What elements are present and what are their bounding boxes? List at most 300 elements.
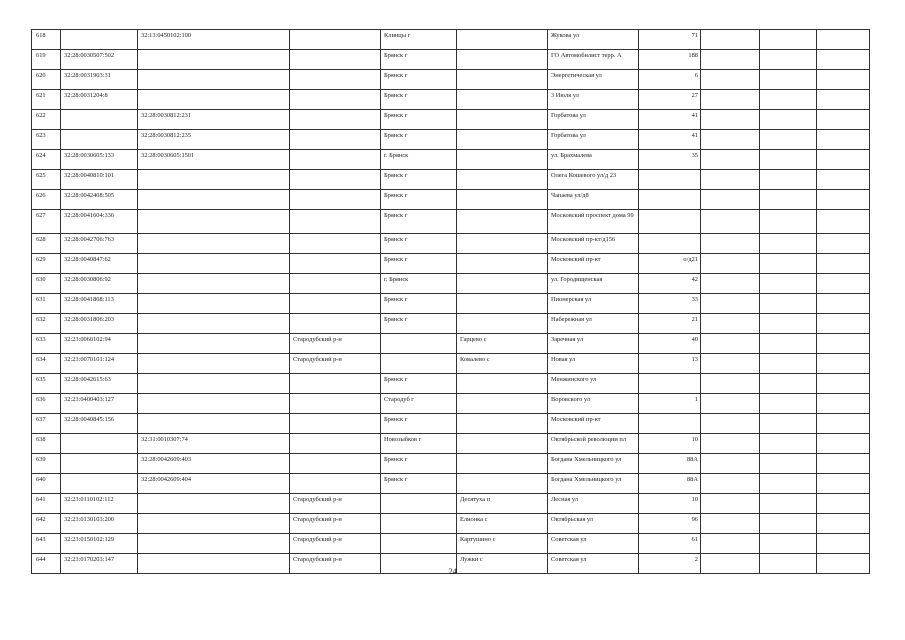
settlement-cell xyxy=(457,314,548,334)
empty-cell xyxy=(817,334,870,354)
district-cell xyxy=(290,210,381,234)
district-cell xyxy=(290,50,381,70)
empty-cell xyxy=(760,414,817,434)
table-row xyxy=(32,150,870,170)
row-number-cell: 623 xyxy=(32,130,61,150)
table-row xyxy=(32,454,870,474)
street-cell: Октябрьская ул xyxy=(548,514,639,534)
house-number-cell: 88А xyxy=(639,454,701,474)
table-row xyxy=(32,514,870,534)
row-number-cell: 638 xyxy=(32,434,61,454)
house-number-cell xyxy=(639,170,701,190)
empty-cell xyxy=(817,50,870,70)
house-number-cell: 13 xyxy=(639,354,701,374)
settlement-cell xyxy=(457,374,548,394)
street-cell: Московский пр-кт xyxy=(548,254,639,274)
empty-cell xyxy=(760,494,817,514)
row-number-cell: 630 xyxy=(32,274,61,294)
cadastral-number-alt-cell xyxy=(138,414,290,434)
settlement-cell xyxy=(457,454,548,474)
table-row xyxy=(32,234,870,254)
cadastral-number-alt-cell: 32:28:0030605:1501 xyxy=(138,150,290,170)
street-cell: Московский пр-кт/д156 xyxy=(548,234,639,254)
empty-cell xyxy=(760,70,817,90)
empty-cell xyxy=(760,150,817,170)
city-cell: Брянск г xyxy=(381,474,457,494)
street-cell: Богдана Хмельницкого ул xyxy=(548,474,639,494)
table-row xyxy=(32,414,870,434)
house-number-cell: о/д21 xyxy=(639,254,701,274)
street-cell: 3 Июля ул xyxy=(548,90,639,110)
settlement-cell xyxy=(457,210,548,234)
empty-cell xyxy=(760,130,817,150)
street-cell: Московский проспект дома 99 xyxy=(548,210,639,234)
city-cell: Брянск г xyxy=(381,110,457,130)
district-cell xyxy=(290,70,381,90)
settlement-cell xyxy=(457,90,548,110)
city-cell: Клинцы г xyxy=(381,30,457,50)
cadastral-number-alt-cell: 32:13:0450102:100 xyxy=(138,30,290,50)
empty-cell xyxy=(701,514,760,534)
empty-cell xyxy=(760,514,817,534)
house-number-cell: 6 xyxy=(639,70,701,90)
district-cell xyxy=(290,394,381,414)
city-cell xyxy=(381,514,457,534)
street-cell: Горбатова ул xyxy=(548,130,639,150)
cadastral-number-cell: 32:28:0041604:336 xyxy=(61,210,138,234)
empty-cell xyxy=(701,494,760,514)
house-number-cell xyxy=(639,234,701,254)
cadastral-number-cell: 32:28:0040845:156 xyxy=(61,414,138,434)
city-cell: г. Брянск xyxy=(381,274,457,294)
cadastral-number-cell: 32:23:0060102:94 xyxy=(61,334,138,354)
cadastral-number-cell: 32:23:0070101:124 xyxy=(61,354,138,374)
empty-cell xyxy=(701,454,760,474)
district-cell xyxy=(290,234,381,254)
district-cell: Стародубский р-н xyxy=(290,334,381,354)
cadastral-number-cell xyxy=(61,474,138,494)
house-number-cell: 42 xyxy=(639,274,701,294)
cadastral-number-cell xyxy=(61,434,138,454)
row-number-cell: 640 xyxy=(32,474,61,494)
empty-cell xyxy=(701,254,760,274)
cadastral-number-alt-cell xyxy=(138,354,290,374)
empty-cell xyxy=(760,294,817,314)
cadastral-number-alt-cell: 32:28:0042609:404 xyxy=(138,474,290,494)
empty-cell xyxy=(701,50,760,70)
settlement-cell xyxy=(457,474,548,494)
property-registry-table xyxy=(31,29,870,574)
row-number-cell: 639 xyxy=(32,454,61,474)
empty-cell xyxy=(760,434,817,454)
city-cell: Брянск г xyxy=(381,190,457,210)
empty-cell xyxy=(817,210,870,234)
street-cell: Советская ул xyxy=(548,534,639,554)
table-row xyxy=(32,394,870,414)
row-number-cell: 643 xyxy=(32,534,61,554)
empty-cell xyxy=(701,534,760,554)
cadastral-number-alt-cell xyxy=(138,170,290,190)
empty-cell xyxy=(760,110,817,130)
empty-cell xyxy=(701,150,760,170)
city-cell: Брянск г xyxy=(381,454,457,474)
table-row xyxy=(32,170,870,190)
cadastral-number-alt-cell xyxy=(138,90,290,110)
cadastral-number-cell xyxy=(61,454,138,474)
cadastral-number-cell: 32:28:0031204:8 xyxy=(61,90,138,110)
settlement-cell xyxy=(457,414,548,434)
cadastral-number-cell: 32:28:0030507:502 xyxy=(61,50,138,70)
empty-cell xyxy=(760,254,817,274)
page-number: 24 xyxy=(448,567,457,576)
city-cell: Новозыбков г xyxy=(381,434,457,454)
settlement-cell xyxy=(457,50,548,70)
house-number-cell: 41 xyxy=(639,110,701,130)
empty-cell xyxy=(701,234,760,254)
empty-cell xyxy=(701,414,760,434)
table-row xyxy=(32,110,870,130)
street-cell: Новая ул xyxy=(548,354,639,374)
table-row xyxy=(32,50,870,70)
empty-cell xyxy=(760,210,817,234)
city-cell xyxy=(381,494,457,514)
district-cell xyxy=(290,294,381,314)
settlement-cell xyxy=(457,110,548,130)
empty-cell xyxy=(760,90,817,110)
city-cell: Брянск г xyxy=(381,234,457,254)
house-number-cell: 35 xyxy=(639,150,701,170)
empty-cell xyxy=(760,534,817,554)
street-cell: Чапаева ул/д8 xyxy=(548,190,639,210)
street-cell: Энергетическая ул xyxy=(548,70,639,90)
street-cell: Пионерская ул xyxy=(548,294,639,314)
row-number-cell: 624 xyxy=(32,150,61,170)
empty-cell xyxy=(817,394,870,414)
cadastral-number-alt-cell xyxy=(138,70,290,90)
row-number-cell: 622 xyxy=(32,110,61,130)
table-row xyxy=(32,274,870,294)
empty-cell xyxy=(817,514,870,534)
empty-cell xyxy=(817,294,870,314)
house-number-cell: 96 xyxy=(639,514,701,534)
empty-cell xyxy=(701,90,760,110)
row-number-cell: 633 xyxy=(32,334,61,354)
table-body xyxy=(32,30,870,574)
empty-cell xyxy=(701,374,760,394)
empty-cell xyxy=(817,494,870,514)
city-cell: Брянск г xyxy=(381,374,457,394)
empty-cell xyxy=(701,274,760,294)
cadastral-number-cell xyxy=(61,130,138,150)
district-cell: Стародубский р-н xyxy=(290,534,381,554)
empty-cell xyxy=(760,394,817,414)
house-number-cell: 21 xyxy=(639,314,701,334)
street-cell: Воровского ул xyxy=(548,394,639,414)
empty-cell xyxy=(817,110,870,130)
empty-cell xyxy=(817,414,870,434)
empty-cell xyxy=(817,274,870,294)
house-number-cell xyxy=(639,414,701,434)
settlement-cell xyxy=(457,234,548,254)
settlement-cell xyxy=(457,274,548,294)
district-cell xyxy=(290,274,381,294)
cadastral-number-alt-cell: 32:31:0010307:74 xyxy=(138,434,290,454)
empty-cell xyxy=(701,354,760,374)
settlement-cell xyxy=(457,394,548,414)
district-cell xyxy=(290,30,381,50)
street-cell: Олега Кошевого ул/д 23 xyxy=(548,170,639,190)
row-number-cell: 632 xyxy=(32,314,61,334)
city-cell: Стародуб г xyxy=(381,394,457,414)
settlement-cell: Десятуха п xyxy=(457,494,548,514)
city-cell xyxy=(381,354,457,374)
cadastral-number-cell: 32:28:0030806:92 xyxy=(61,274,138,294)
row-number-cell: 631 xyxy=(32,294,61,314)
row-number-cell: 629 xyxy=(32,254,61,274)
empty-cell xyxy=(817,234,870,254)
settlement-cell: Гарцево с xyxy=(457,334,548,354)
district-cell: Стародубский р-н xyxy=(290,514,381,534)
row-number-cell: 625 xyxy=(32,170,61,190)
settlement-cell xyxy=(457,150,548,170)
row-number-cell: 636 xyxy=(32,394,61,414)
row-number-cell: 642 xyxy=(32,514,61,534)
settlement-cell xyxy=(457,30,548,50)
cadastral-number-cell: 32:28:0041808:113 xyxy=(61,294,138,314)
cadastral-number-cell: 32:28:0042615:63 xyxy=(61,374,138,394)
table-row xyxy=(32,254,870,274)
cadastral-number-cell: 32:23:0170203:147 xyxy=(61,554,138,574)
empty-cell xyxy=(701,170,760,190)
row-number-cell: 634 xyxy=(32,354,61,374)
row-number-cell: 621 xyxy=(32,90,61,110)
cadastral-number-alt-cell xyxy=(138,334,290,354)
cadastral-number-alt-cell xyxy=(138,254,290,274)
city-cell: Брянск г xyxy=(381,314,457,334)
empty-cell xyxy=(817,374,870,394)
row-number-cell: 637 xyxy=(32,414,61,434)
cadastral-number-cell: 32:28:0042408:505 xyxy=(61,190,138,210)
table-row xyxy=(32,130,870,150)
empty-cell xyxy=(817,170,870,190)
row-number-cell: 626 xyxy=(32,190,61,210)
settlement-cell: Ковалево с xyxy=(457,354,548,374)
empty-cell xyxy=(701,294,760,314)
empty-cell xyxy=(701,474,760,494)
city-cell: г. Брянск xyxy=(381,150,457,170)
empty-cell xyxy=(817,314,870,334)
row-number-cell: 627 xyxy=(32,210,61,234)
house-number-cell xyxy=(639,210,701,234)
cadastral-number-alt-cell xyxy=(138,294,290,314)
empty-cell xyxy=(701,210,760,234)
empty-cell xyxy=(760,314,817,334)
cadastral-number-alt-cell xyxy=(138,394,290,414)
empty-cell xyxy=(701,314,760,334)
street-cell: Лесная ул xyxy=(548,494,639,514)
cadastral-number-cell: 32:23:0130103:200 xyxy=(61,514,138,534)
district-cell xyxy=(290,314,381,334)
cadastral-number-alt-cell xyxy=(138,314,290,334)
settlement-cell xyxy=(457,130,548,150)
cadastral-number-cell: 32:23:0150102:129 xyxy=(61,534,138,554)
empty-cell xyxy=(760,190,817,210)
table-row xyxy=(32,210,870,234)
cadastral-number-cell: 32:28:0031903:31 xyxy=(61,70,138,90)
empty-cell xyxy=(817,534,870,554)
street-cell: Заречная ул xyxy=(548,334,639,354)
house-number-cell: 40 xyxy=(639,334,701,354)
row-number-cell: 641 xyxy=(32,494,61,514)
settlement-cell: Елионка с xyxy=(457,514,548,534)
district-cell: Стародубский р-н xyxy=(290,494,381,514)
cadastral-number-alt-cell xyxy=(138,374,290,394)
table-row xyxy=(32,494,870,514)
house-number-cell: 10 xyxy=(639,494,701,514)
street-cell: Октябрьской революции пл xyxy=(548,434,639,454)
cadastral-number-cell xyxy=(61,110,138,130)
street-cell: Горбатова ул xyxy=(548,110,639,130)
house-number-cell: 33 xyxy=(639,294,701,314)
settlement-cell xyxy=(457,294,548,314)
district-cell xyxy=(290,434,381,454)
empty-cell xyxy=(760,334,817,354)
street-cell: ул. Городищенская xyxy=(548,274,639,294)
house-number-cell: 188 xyxy=(639,50,701,70)
cadastral-number-cell: 32:23:0400403:127 xyxy=(61,394,138,414)
house-number-cell xyxy=(639,374,701,394)
cadastral-number-cell xyxy=(61,30,138,50)
street-cell: Московский пр-кт xyxy=(548,414,639,434)
empty-cell xyxy=(701,30,760,50)
street-cell: Набережная ул xyxy=(548,314,639,334)
street-cell: Менжинского ул xyxy=(548,374,639,394)
city-cell: Брянск г xyxy=(381,254,457,274)
city-cell: Брянск г xyxy=(381,294,457,314)
table-row xyxy=(32,294,870,314)
house-number-cell xyxy=(639,190,701,210)
cadastral-number-cell: 32:23:0110102:112 xyxy=(61,494,138,514)
street-cell: ул. Брахмалева xyxy=(548,150,639,170)
empty-cell xyxy=(817,190,870,210)
table-row xyxy=(32,70,870,90)
settlement-cell: Картушино с xyxy=(457,534,548,554)
empty-cell xyxy=(760,30,817,50)
table-row xyxy=(32,474,870,494)
street-cell: Богдана Хмельницкого ул xyxy=(548,454,639,474)
settlement-cell xyxy=(457,70,548,90)
cadastral-number-alt-cell xyxy=(138,190,290,210)
settlement-cell xyxy=(457,170,548,190)
cadastral-number-cell: 32:28:0042706:763 xyxy=(61,234,138,254)
empty-cell xyxy=(701,334,760,354)
house-number-cell: 71 xyxy=(639,30,701,50)
city-cell: Брянск г xyxy=(381,414,457,434)
settlement-cell xyxy=(457,434,548,454)
district-cell xyxy=(290,110,381,130)
table-row xyxy=(32,334,870,354)
empty-cell xyxy=(760,374,817,394)
table-row xyxy=(32,374,870,394)
cadastral-number-alt-cell xyxy=(138,494,290,514)
row-number-cell: 628 xyxy=(32,234,61,254)
cadastral-number-cell: 32:28:0040847:62 xyxy=(61,254,138,274)
row-number-cell: 620 xyxy=(32,70,61,90)
district-cell xyxy=(290,414,381,434)
cadastral-number-alt-cell: 32:28:0030812:231 xyxy=(138,110,290,130)
cadastral-number-cell: 32:28:0040810:101 xyxy=(61,170,138,190)
cadastral-number-alt-cell: 32:28:0042609:403 xyxy=(138,454,290,474)
district-cell xyxy=(290,374,381,394)
empty-cell xyxy=(701,190,760,210)
cadastral-number-cell: 32:28:0031806:203 xyxy=(61,314,138,334)
empty-cell xyxy=(817,70,870,90)
empty-cell xyxy=(817,474,870,494)
table-row xyxy=(32,30,870,50)
empty-cell xyxy=(760,170,817,190)
cadastral-number-alt-cell xyxy=(138,274,290,294)
district-cell xyxy=(290,254,381,274)
settlement-cell xyxy=(457,190,548,210)
cadastral-number-alt-cell: 32:28:0030812:235 xyxy=(138,130,290,150)
row-number-cell: 635 xyxy=(32,374,61,394)
district-cell xyxy=(290,90,381,110)
empty-cell xyxy=(701,110,760,130)
settlement-cell xyxy=(457,254,548,274)
cadastral-number-alt-cell xyxy=(138,534,290,554)
house-number-cell: 10 xyxy=(639,434,701,454)
district-cell xyxy=(290,130,381,150)
street-cell: ГО Автомобилист терр. А xyxy=(548,50,639,70)
table-row xyxy=(32,354,870,374)
empty-cell xyxy=(817,150,870,170)
empty-cell xyxy=(817,434,870,454)
table-row xyxy=(32,314,870,334)
empty-cell xyxy=(701,70,760,90)
row-number-cell: 618 xyxy=(32,30,61,50)
city-cell: Брянск г xyxy=(381,130,457,150)
district-cell: Стародубский р-н xyxy=(290,554,381,574)
empty-cell xyxy=(760,234,817,254)
district-cell xyxy=(290,474,381,494)
city-cell: Брянск г xyxy=(381,50,457,70)
empty-cell xyxy=(760,454,817,474)
empty-cell xyxy=(817,454,870,474)
house-number-cell: 41 xyxy=(639,130,701,150)
row-number-cell: 644 xyxy=(32,554,61,574)
settlement-cell: Лужки с xyxy=(457,554,548,574)
empty-cell xyxy=(760,50,817,70)
city-cell: Брянск г xyxy=(381,70,457,90)
row-number-cell: 619 xyxy=(32,50,61,70)
table-row xyxy=(32,190,870,210)
cadastral-number-alt-cell xyxy=(138,210,290,234)
city-cell: Брянск г xyxy=(381,170,457,190)
city-cell xyxy=(381,334,457,354)
empty-cell xyxy=(760,354,817,374)
city-cell xyxy=(381,534,457,554)
empty-cell xyxy=(817,90,870,110)
district-cell xyxy=(290,170,381,190)
cadastral-number-alt-cell xyxy=(138,234,290,254)
table-row xyxy=(32,434,870,454)
empty-cell xyxy=(817,130,870,150)
district-cell: Стародубский р-н xyxy=(290,354,381,374)
empty-cell xyxy=(817,254,870,274)
cadastral-number-alt-cell xyxy=(138,514,290,534)
empty-cell xyxy=(760,474,817,494)
house-number-cell: 61 xyxy=(639,534,701,554)
